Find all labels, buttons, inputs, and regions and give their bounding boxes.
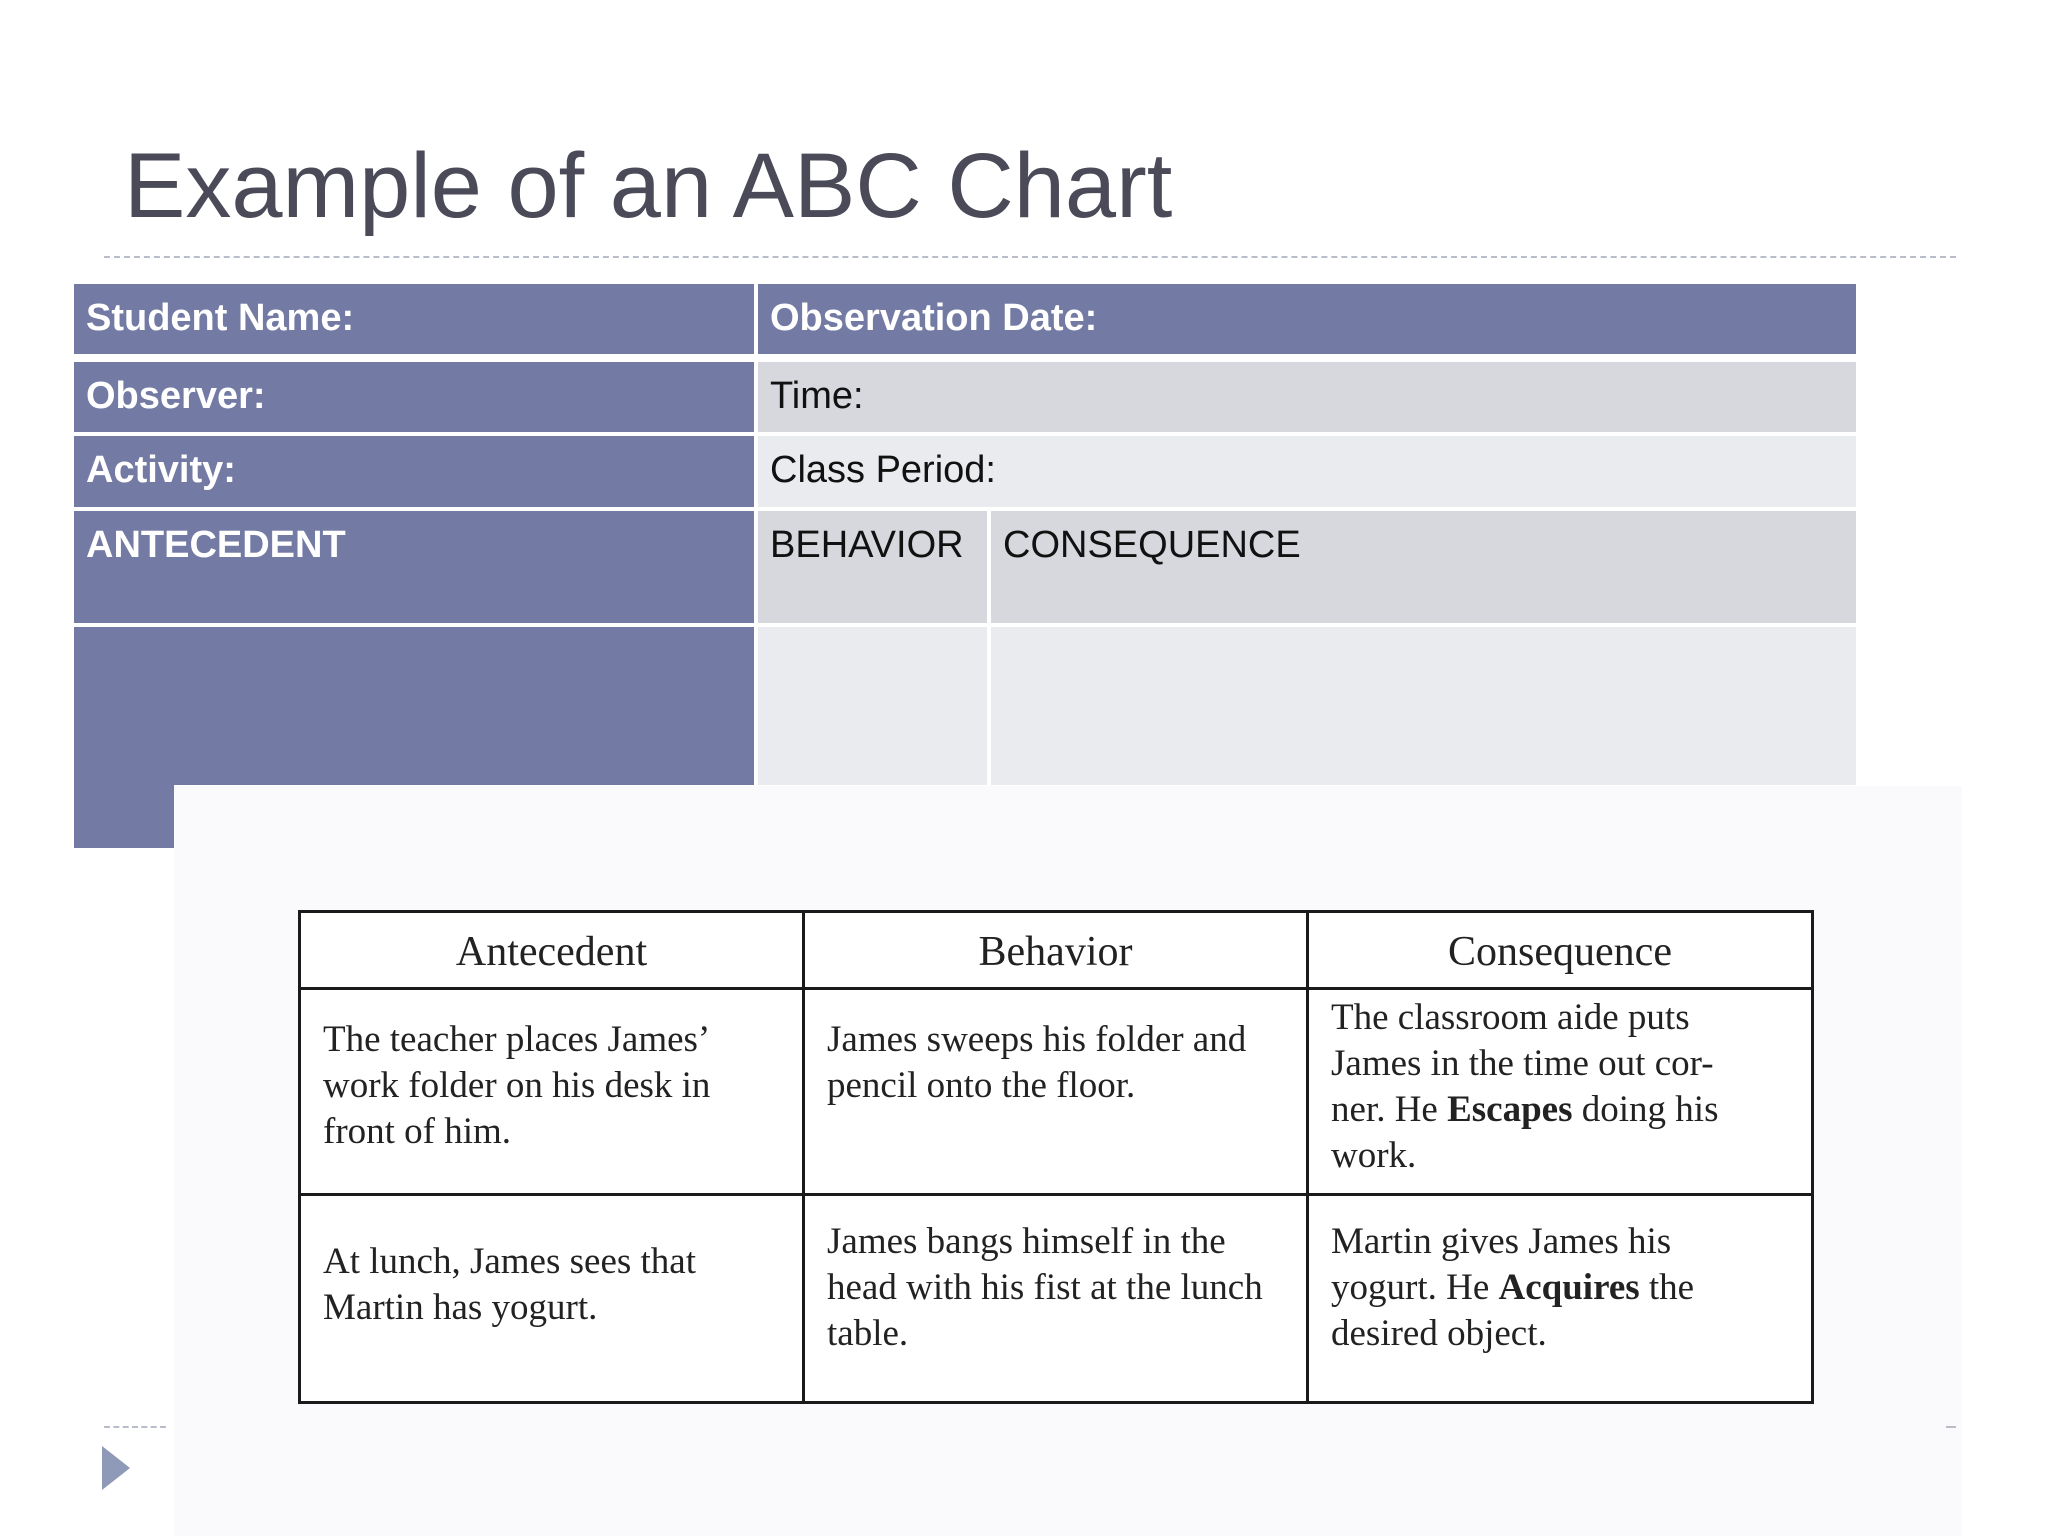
activity-label: Activity: xyxy=(74,436,754,507)
student-name-label: Student Name: xyxy=(74,284,754,354)
example-header-consequence: Consequence xyxy=(1448,929,1672,975)
consequence-empty-cell xyxy=(991,627,1856,785)
example-row1-consequence xyxy=(1309,995,1769,1179)
consequence-text: the desired object. xyxy=(1331,1267,1695,1354)
row-divider xyxy=(301,1193,1811,1196)
row-divider xyxy=(301,987,1811,990)
consequence-text: Martin gives James his yogurt. He xyxy=(1331,1221,1672,1308)
time-label: Time: xyxy=(758,362,1856,432)
class-period-label: Class Period: xyxy=(758,436,1856,507)
example-row2-antecedent: At lunch, James sees that Martin has yogurt. xyxy=(323,1241,696,1328)
observation-date-label: Observation Date: xyxy=(758,284,1856,354)
consequence-emphasis: Acquires xyxy=(1498,1267,1640,1308)
example-header-antecedent: Antecedent xyxy=(455,929,648,975)
consequence-text: The classroom aide puts James in the time out cor-ner. He xyxy=(1331,997,1714,1130)
footer-divider xyxy=(1946,1426,1956,1428)
example-header-behavior: Behavior xyxy=(978,929,1133,975)
title-divider xyxy=(104,256,1956,258)
example-row2-consequence xyxy=(1309,1219,1749,1357)
consequence-text: doing his work. xyxy=(1331,1089,1719,1176)
antecedent-overflow xyxy=(74,785,174,848)
consequence-header: CONSEQUENCE xyxy=(991,511,1856,623)
example-abc-table xyxy=(298,910,1814,1404)
observer-label: Observer: xyxy=(74,362,754,432)
example-row1-antecedent: The teacher places James’ work folder on his desk in front of him. xyxy=(323,1019,711,1152)
antecedent-header: ANTECEDENT xyxy=(74,511,754,623)
antecedent-empty-cell xyxy=(74,627,754,785)
abc-form-table xyxy=(74,284,1856,848)
footer-divider xyxy=(104,1426,166,1428)
example-row2-behavior: James bangs himself in the head with his fist at the lunch table. xyxy=(827,1221,1263,1354)
consequence-emphasis: Escapes xyxy=(1447,1089,1573,1130)
behavior-empty-cell xyxy=(758,627,987,785)
behavior-header: BEHAVIOR xyxy=(758,511,987,623)
triangle-right-icon[interactable] xyxy=(102,1446,130,1490)
slide-title: Example of an ABC Chart xyxy=(124,135,1173,237)
example-row1-behavior: James sweeps his folder and pencil onto the floor. xyxy=(827,1019,1247,1106)
